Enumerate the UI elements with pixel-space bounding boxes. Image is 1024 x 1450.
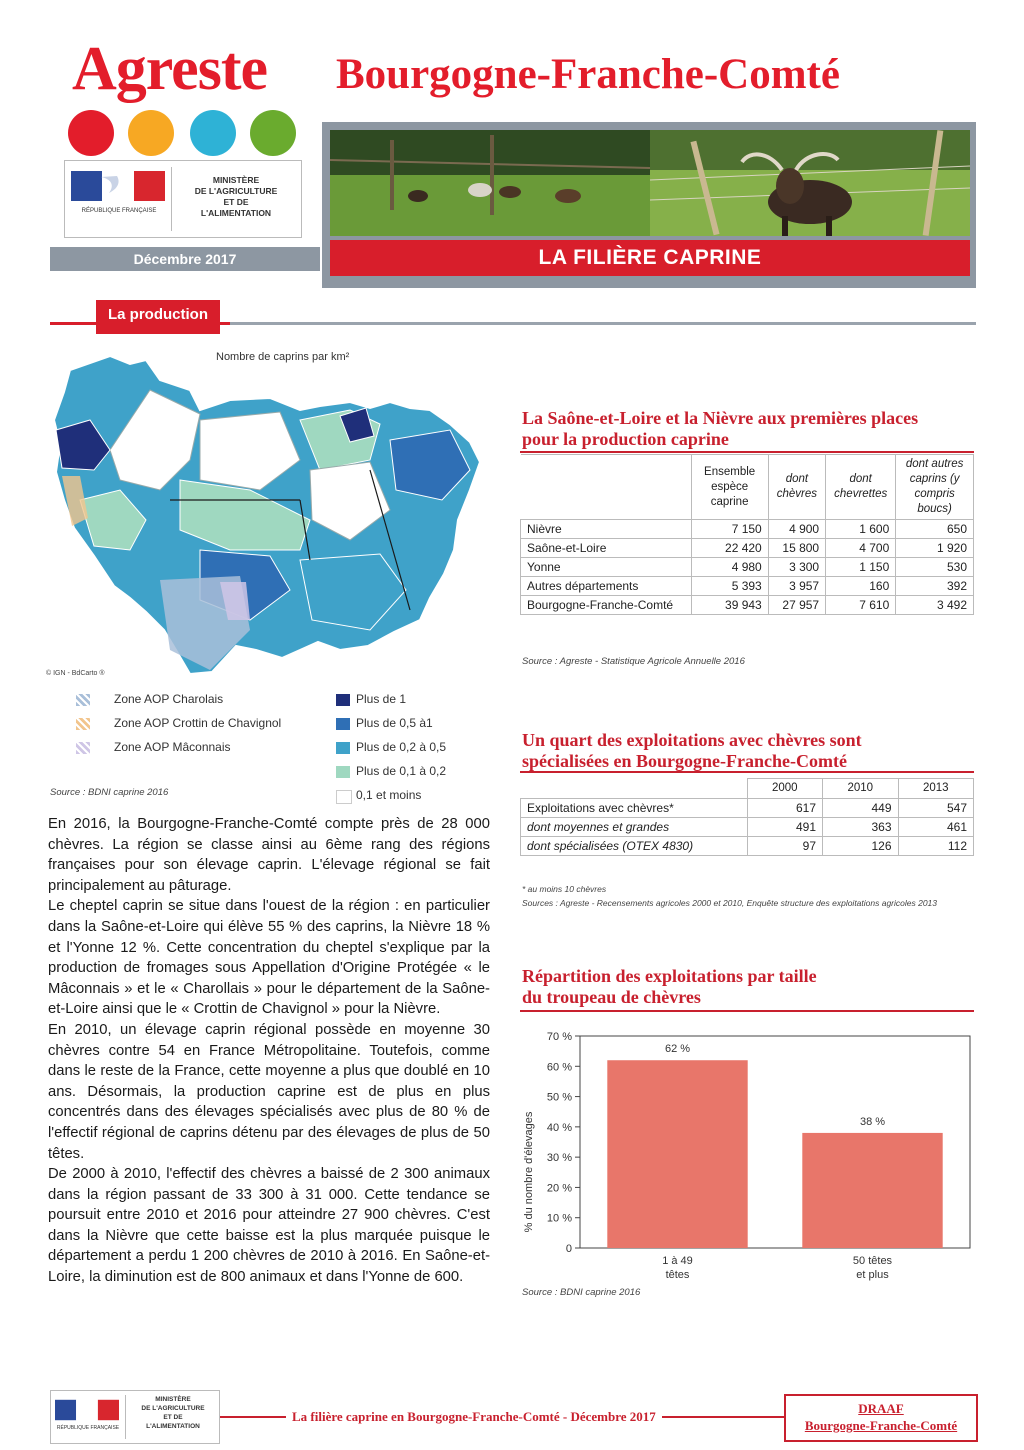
- ministry-name: MINISTÈRE DE L'AGRICULTURE ET DE L'ALIMENTATION: [194, 175, 278, 218]
- table2-source: Sources : Agreste - Recensements agricoles 2000 et 2010, Enquête structure des exploitations agricoles 2013: [522, 898, 938, 908]
- row-label: dont spécialisées (OTEX 4830): [521, 837, 748, 856]
- footer-title: La filière caprine en Bourgogne-Franche-Comté - Décembre 2017: [286, 1409, 662, 1425]
- x-tick-label: têtes: [665, 1269, 690, 1281]
- marianne-flag-icon: [71, 171, 165, 201]
- map-source: Source : BDNI caprine 2016: [50, 787, 169, 798]
- table-cell: 392: [896, 577, 974, 596]
- bar-1: [607, 1060, 747, 1248]
- table-header-empty: [521, 779, 748, 799]
- y-tick-label: 10 %: [546, 1212, 572, 1225]
- row-label: Saône-et-Loire: [521, 539, 692, 558]
- table-header-row: [521, 455, 974, 520]
- table-cell: 7 150: [691, 520, 768, 539]
- table-row: [521, 818, 974, 837]
- table-cell: 97: [747, 837, 823, 856]
- goat-density-map: [50, 350, 490, 680]
- table-cell: 160: [826, 577, 896, 596]
- table-cell: 126: [823, 837, 899, 856]
- logo-dot-green: [250, 110, 296, 156]
- map-title: Nombre de caprins par km²: [216, 351, 350, 363]
- table-cell: 1 600: [826, 520, 896, 539]
- row-label: Yonne: [521, 558, 692, 577]
- logo-dot-orange: [128, 110, 174, 156]
- paragraph-3: En 2010, un élevage caprin régional possède en moyenne 30 chèvres contre 54 en France Métropolitaine. Toutefois, comme dans le reste de la France, cette moyenne a plus que doublé en 10 ans. Désormais, la production caprine est de plus en plus concentrés dans des élevages spécialisés avec plus de 80 % de l'effectif régional de caprins détenu par des élevages de plus de 50 têtes.: [48, 1021, 490, 1162]
- region-title: Bourgogne-Franche-Comté: [336, 51, 840, 98]
- table-cell: 5 393: [691, 577, 768, 596]
- table-cell: 617: [747, 799, 823, 818]
- table-row: [521, 837, 974, 856]
- publication-date: Décembre 2017: [50, 247, 320, 271]
- table-header-col: Ensemble espèce caprine: [691, 455, 768, 520]
- table-cell: 7 610: [826, 596, 896, 615]
- row-label: Nièvre: [521, 520, 692, 539]
- y-tick-label: 70 %: [546, 1031, 572, 1043]
- class-swatch-5: [336, 790, 352, 804]
- table-row: [521, 577, 974, 596]
- ministry-logo: [64, 160, 302, 238]
- table-row: [521, 558, 974, 577]
- chart-heading: Répartition des exploitations par taille du troupeau de chèvres: [522, 966, 817, 1007]
- table2-rule: [520, 771, 974, 773]
- table-cell: 363: [823, 818, 899, 837]
- x-tick-label: 1 à 49: [662, 1255, 693, 1267]
- table2-heading: Un quart des exploitations avec chèvres sont spécialisées en Bourgogne-Franche-Comté: [522, 730, 862, 771]
- table-header-empty: [521, 455, 692, 520]
- table1-heading: La Saône-et-Loire et la Nièvre aux premières places pour la production caprine: [522, 408, 919, 449]
- ministry-separator: [171, 167, 172, 231]
- table-cell: 449: [823, 799, 899, 818]
- table-cell: 4 900: [768, 520, 825, 539]
- row-label: Exploitations avec chèvres*: [521, 799, 748, 818]
- table-header-col: dont chèvres: [768, 455, 825, 520]
- class-label-2: Plus de 0,5 à1: [356, 716, 433, 730]
- draaf-line-2: Bourgogne-Franche-Comté: [804, 1418, 958, 1433]
- table-header-col: 2010: [823, 779, 899, 799]
- table-cell: 547: [898, 799, 974, 818]
- zone-maconnais-label: Zone AOP Mâconnais: [114, 740, 231, 754]
- y-tick-label: 0: [565, 1243, 572, 1255]
- table-cell: 650: [896, 520, 974, 539]
- bar-data-label: 62 %: [664, 1043, 691, 1056]
- table-cell: 1 150: [826, 558, 896, 577]
- x-tick-label: et plus: [856, 1269, 889, 1281]
- table-row: [521, 539, 974, 558]
- footer-ministry-logo: [50, 1390, 220, 1444]
- bar-2: [802, 1133, 942, 1248]
- republic-label: RÉPUBLIQUE FRANÇAISE: [81, 208, 157, 214]
- table-cell: 1 920: [896, 539, 974, 558]
- map-copyright: © IGN - BdCarto ®: [46, 670, 105, 677]
- table-cell: 15 800: [768, 539, 825, 558]
- table-header-col: 2013: [898, 779, 974, 799]
- row-label: Autres départements: [521, 577, 692, 596]
- table-cell: 530: [896, 558, 974, 577]
- logo-dot-red: [68, 110, 114, 156]
- class-swatch-3: [336, 742, 350, 754]
- republic-label: RÉPUBLIQUE FRANÇAISE: [56, 1425, 120, 1431]
- table-row: [521, 596, 974, 615]
- document-title: LA FILIÈRE CAPRINE: [330, 240, 970, 276]
- class-label-5: 0,1 et moins: [356, 788, 422, 802]
- table-row: [521, 799, 974, 818]
- class-label-1: Plus de 1: [356, 692, 407, 706]
- table-cell: 4 980: [691, 558, 768, 577]
- ministry-separator: [125, 1395, 126, 1439]
- table-cell: 4 700: [826, 539, 896, 558]
- table-cell: 491: [747, 818, 823, 837]
- table-header-row: [521, 779, 974, 799]
- table-header-col: 2000: [747, 779, 823, 799]
- y-tick-label: 40 %: [546, 1121, 572, 1134]
- class-label-3: Plus de 0,2 à 0,5: [356, 740, 447, 754]
- zone-chavignol-swatch: [76, 718, 90, 730]
- chart-source: Source : BDNI caprine 2016: [522, 1287, 641, 1298]
- table-cell: 3 957: [768, 577, 825, 596]
- class-swatch-4: [336, 766, 350, 778]
- class-swatch-2: [336, 718, 350, 730]
- logo-dot-blue: [190, 110, 236, 156]
- paragraph-4: De 2000 à 2010, l'effectif des chèvres a baissé de 2 300 animaux dans la région passant de 33 300 à 31 000. Cette tendance se poursuit entre 2010 et 2016 pour atteindre 27 900 chèvres. C'est dans la Nièvre que cette baisse est la plus marquée puisque le département a perdu 1 200 chèvres de 2010 à 2016. En Saône-et-Loire, la diminution est de 800 animaux et dans l'Yonne de 600.: [48, 1166, 490, 1286]
- table-cell: 112: [898, 837, 974, 856]
- marianne-flag-icon: [55, 1399, 119, 1421]
- zone-charolais-label: Zone AOP Charolais: [114, 692, 224, 706]
- x-tick-label: 50 têtes: [852, 1255, 893, 1267]
- table-header-col: dont chevrettes: [826, 455, 896, 520]
- table-cell: 3 492: [896, 596, 974, 615]
- class-swatch-1: [336, 694, 350, 706]
- y-tick-label: 20 %: [546, 1182, 572, 1195]
- table-header-col: dont autres caprins (y compris boucs): [896, 455, 974, 520]
- body-text: [48, 814, 490, 1288]
- table-cell: 39 943: [691, 596, 768, 615]
- table-cell: 27 957: [768, 596, 825, 615]
- paragraph-1: En 2016, la Bourgogne-Franche-Comté compte près de 28 000 chèvres. La région se classe ainsi au 6ème rang des régions françaises pour son élevage caprin. L'élevage régional se fait principalement au pâturage.: [48, 816, 490, 894]
- zone-chavignol-label: Zone AOP Crottin de Chavignol: [114, 716, 282, 730]
- table-cell: 22 420: [691, 539, 768, 558]
- paragraph-2: Le cheptel caprin se situe dans l'ouest de la région : en particulier dans la Saône-et-Loire qui élève 55 % des caprins, la Nièvre 18 % et l'Yonne 12 %. Cette concentration du cheptel s'explique par la production de fromages sous Appellation d'Origine Protégée « le Mâconnais » et le « Charollais » pour le département de la Saône-et-Loire ainsi que le « Crottin de Chavignol » pour la Nièvre.: [48, 898, 490, 1018]
- y-tick-label: 30 %: [546, 1152, 572, 1165]
- table2-note: * au moins 10 chèvres: [522, 884, 607, 894]
- agreste-logo-text: Agreste: [72, 35, 267, 103]
- goats-photo: [330, 130, 970, 236]
- chart-rule: [520, 1010, 974, 1012]
- table1-rule: [520, 451, 974, 453]
- farms-table: [520, 778, 974, 856]
- y-tick-label: 60 %: [546, 1061, 572, 1074]
- herd-size-bar-chart: [516, 1022, 976, 1292]
- y-tick-label: 50 %: [546, 1091, 572, 1104]
- class-label-4: Plus de 0,1 à 0,2: [356, 764, 447, 778]
- ministry-name: MINISTÈRE DE L'AGRICULTURE ET DE L'ALIMENTATION: [141, 1396, 205, 1430]
- row-label: dont moyennes et grandes: [521, 818, 748, 837]
- table1-source: Source : Agreste - Statistique Agricole Annuelle 2016: [522, 656, 745, 667]
- table-cell: 461: [898, 818, 974, 837]
- draaf-line-1: DRAAF: [858, 1401, 904, 1416]
- draaf-link[interactable]: [784, 1394, 978, 1442]
- zone-charolais-swatch: [76, 694, 90, 706]
- table-row: [521, 520, 974, 539]
- row-label: Bourgogne-Franche-Comté: [521, 596, 692, 615]
- table-cell: 3 300: [768, 558, 825, 577]
- goat-production-table: [520, 454, 974, 615]
- chart-y-axis-label: % du nombre d'élevages: [523, 1111, 535, 1233]
- bar-data-label: 38 %: [859, 1115, 886, 1128]
- section-tab-production: La production: [96, 300, 220, 334]
- zone-maconnais-swatch: [76, 742, 90, 754]
